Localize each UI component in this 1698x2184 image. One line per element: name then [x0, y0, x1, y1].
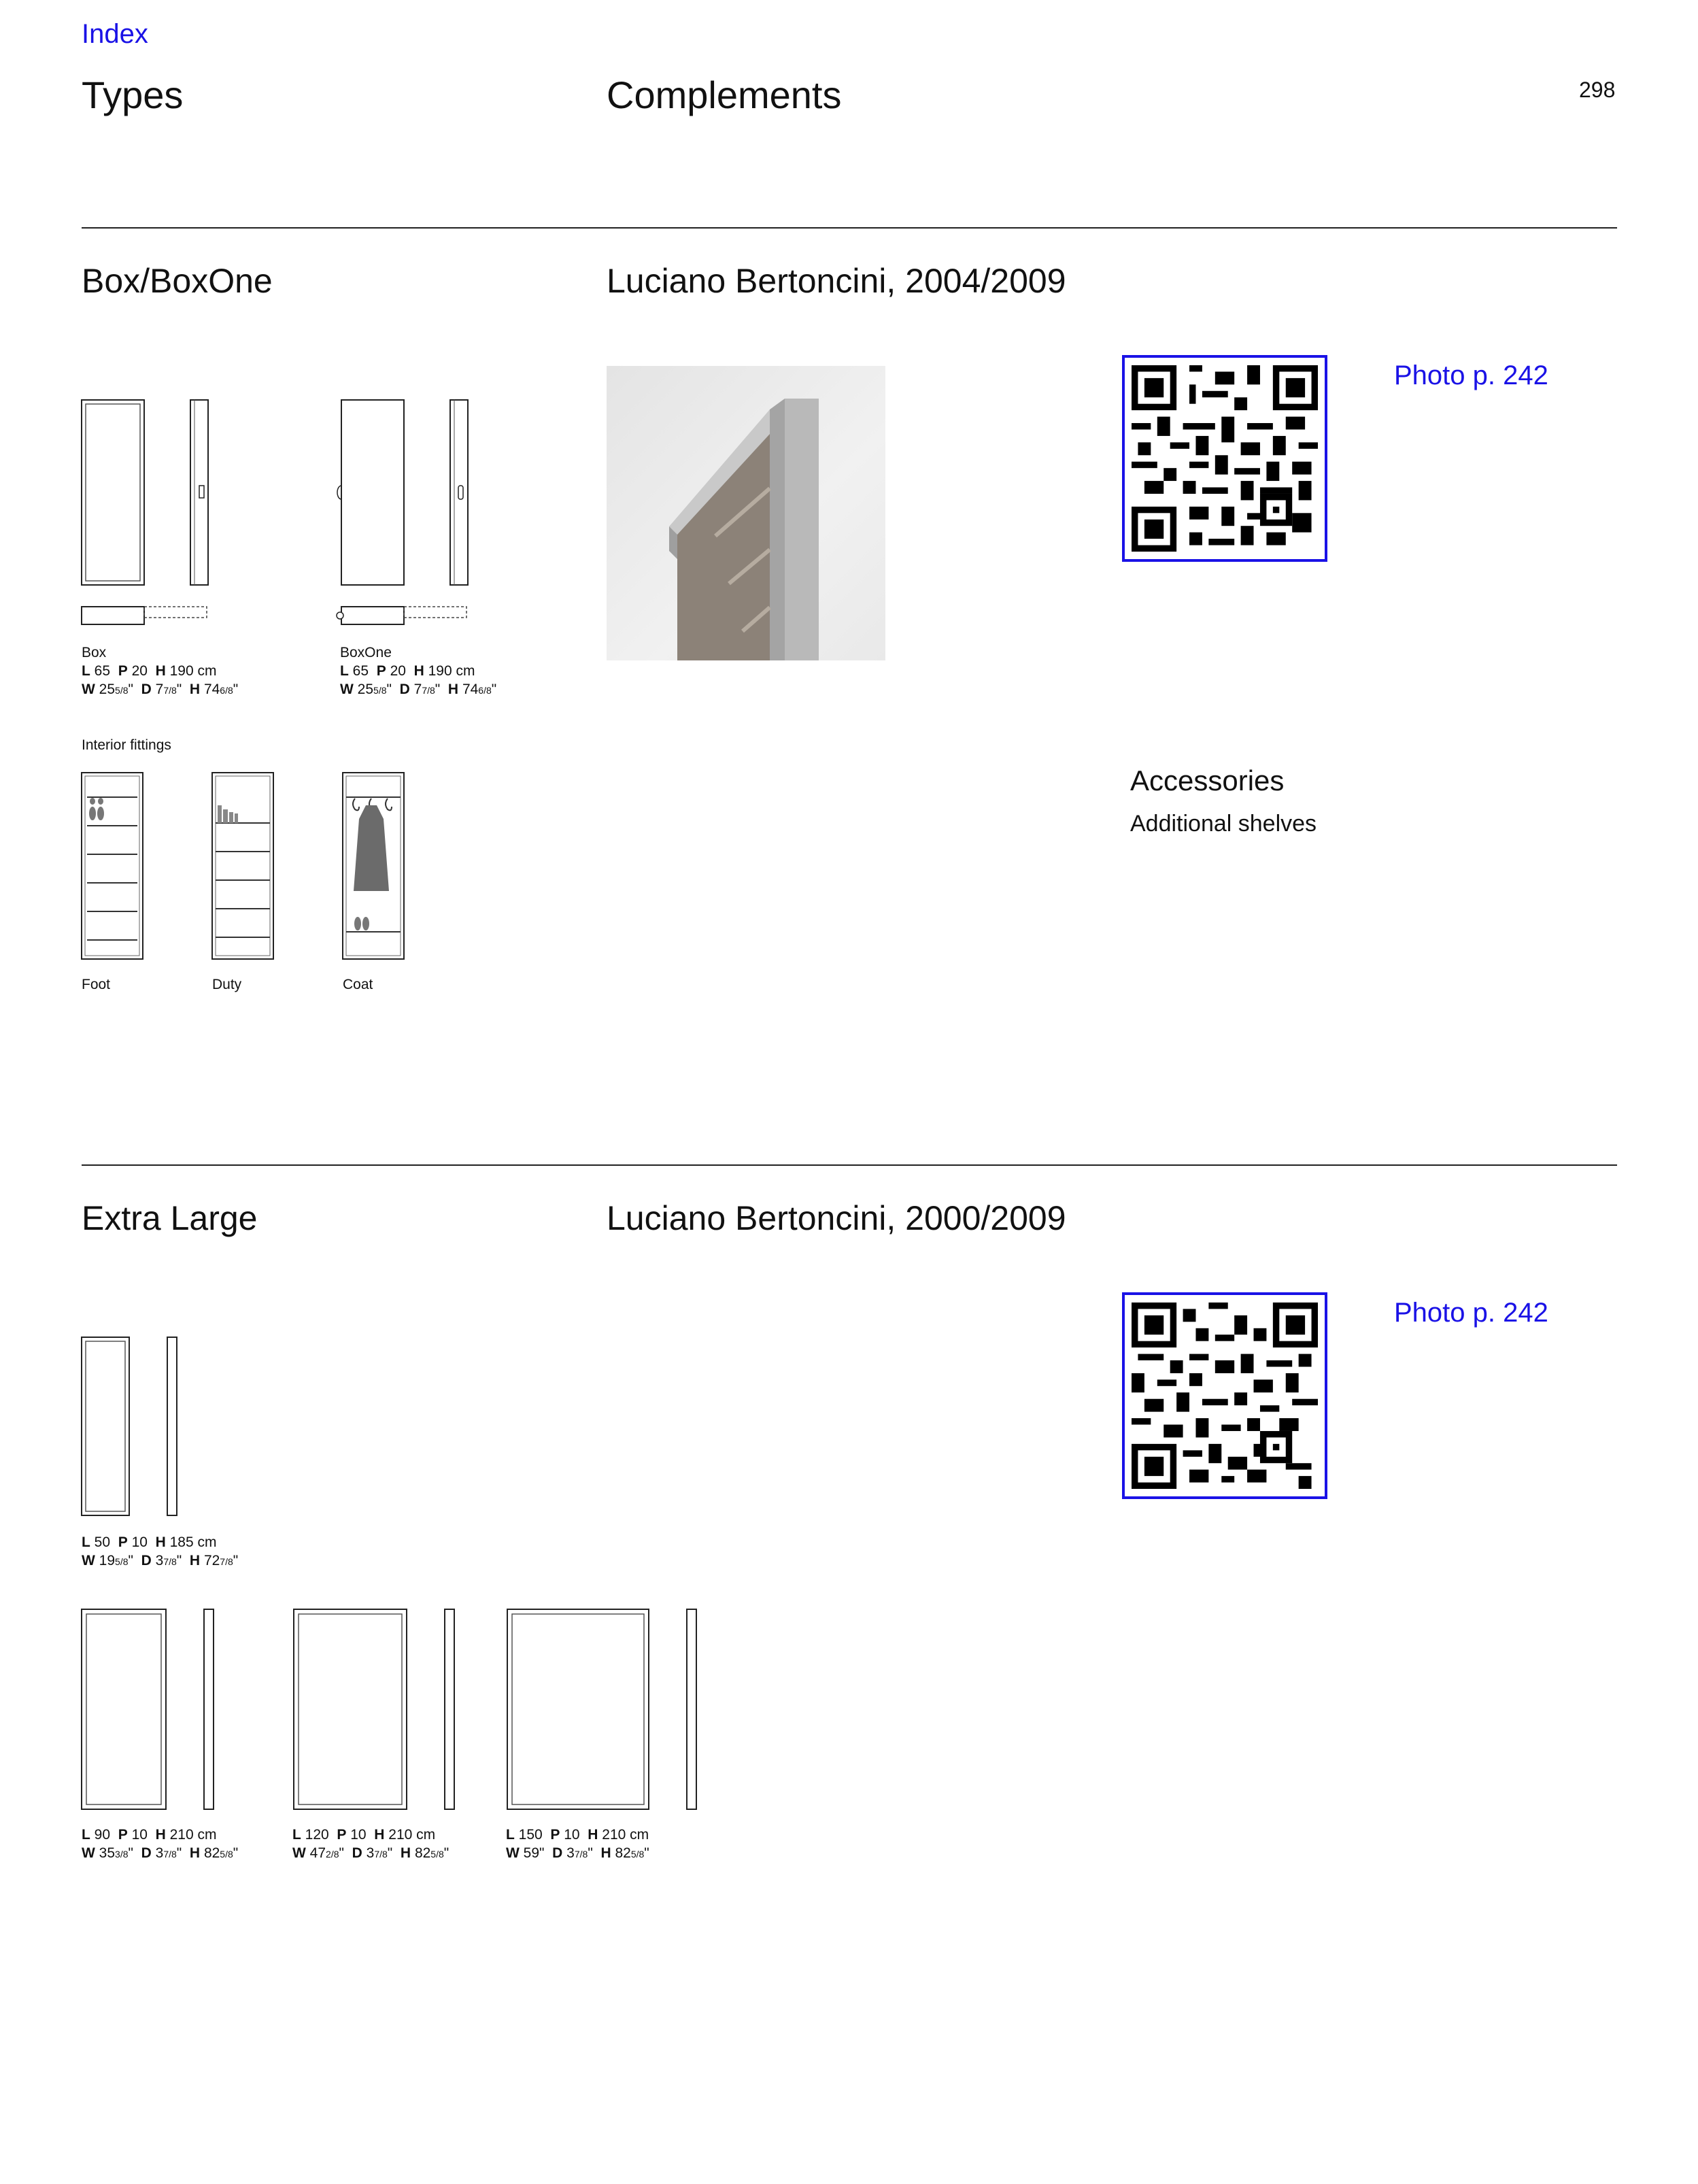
- extra-large-90-drawing: [80, 1608, 223, 1811]
- box-spec: [82, 643, 238, 700]
- fitting-label-foot: Foot: [82, 977, 111, 992]
- fitting-label-duty: Duty: [212, 977, 242, 992]
- boxone-metric: L 65 P 20 H 190 cm: [340, 663, 475, 679]
- boxone-drawing: [335, 399, 471, 627]
- section-divider: [82, 1164, 1617, 1166]
- box-drawing: [80, 399, 216, 627]
- photo-link-box[interactable]: Photo p. 242: [1394, 360, 1548, 390]
- boxone-label: BoxOne: [340, 645, 392, 660]
- complements-heading: Complements: [607, 73, 842, 116]
- box-imperial: W 255/8" D 77/8" H 746/8": [82, 682, 239, 697]
- extra-large-120-spec: L 120 P 10 H 210 cm W 472/8" D 37/8" H 825/8": [292, 1827, 449, 1861]
- index-link[interactable]: Index: [82, 19, 148, 49]
- section-designer-extra-large: Luciano Bertoncini, 2000/2009: [607, 1199, 1066, 1237]
- box-metric: L 65 P 20 H 190 cm: [82, 663, 217, 679]
- section-designer-box: Luciano Bertoncini, 2004/2009: [607, 262, 1066, 300]
- qr-code-icon: [1132, 365, 1318, 552]
- boxone-imperial: W 255/8" D 77/8" H 746/8": [340, 682, 497, 697]
- foot-fitting-drawing: [80, 771, 146, 962]
- interior-fittings-title: Interior fittings: [82, 737, 171, 753]
- fitting-label-coat: Coat: [343, 977, 373, 992]
- page-number: 298: [1579, 78, 1616, 102]
- coat-fitting-drawing: [341, 771, 407, 962]
- section-divider: [82, 227, 1617, 229]
- extra-large-120-drawing: [292, 1608, 462, 1811]
- qr-code-icon: [1132, 1302, 1318, 1490]
- duty-fitting-drawing: [211, 771, 276, 962]
- photo-link-extra-large[interactable]: Photo p. 242: [1394, 1298, 1548, 1328]
- extra-large-150-drawing: [506, 1608, 703, 1811]
- section-title-extra-large: Extra Large: [82, 1199, 258, 1237]
- section-title-box: Box/BoxOne: [82, 262, 273, 300]
- accessories-title: Accessories: [1130, 765, 1285, 796]
- extra-large-90-spec: L 90 P 10 H 210 cm W 353/8" D 37/8" H 825/8": [82, 1827, 239, 1861]
- qr-code-box[interactable]: [1122, 355, 1327, 562]
- qr-code-extra-large[interactable]: [1122, 1292, 1327, 1499]
- box-label: Box: [82, 645, 107, 660]
- extra-large-50-spec: L 50 P 10 H 185 cm W 195/8" D 37/8" H 727/8": [82, 1534, 239, 1568]
- boxone-spec: [340, 643, 496, 700]
- accessories-item: Additional shelves: [1130, 811, 1317, 837]
- extra-large-50-drawing: [80, 1336, 182, 1517]
- product-photo: [607, 366, 885, 660]
- types-heading: Types: [82, 73, 184, 116]
- extra-large-150-spec: L 150 P 10 H 210 cm W 59" D 37/8" H 825/8": [506, 1827, 649, 1861]
